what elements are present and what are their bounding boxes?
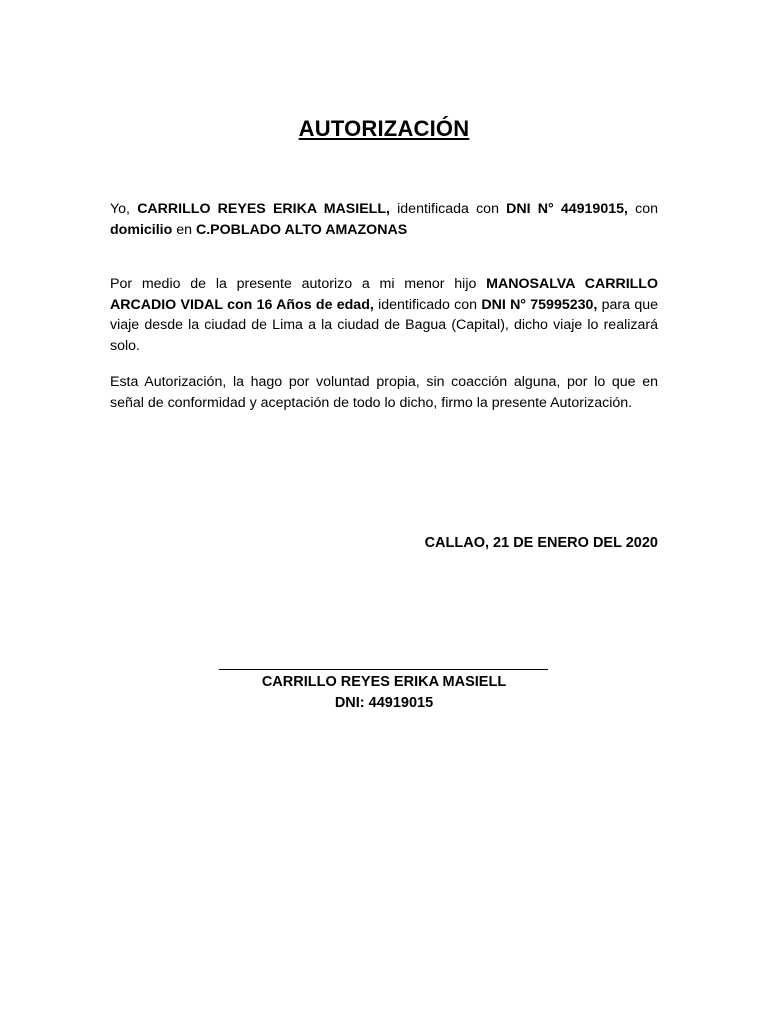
signature-line bbox=[219, 669, 548, 670]
paragraph-text: Yo, bbox=[110, 201, 138, 217]
domicile-label: domicilio bbox=[110, 221, 173, 238]
paragraph-text: para que viaje desde la ciudad de Lima a la ciudad de Bagua (Capital), dicho viaje lo realizará solo. bbox=[110, 296, 658, 354]
signer-name: CARRILLO REYES ERIKA MASIELL bbox=[261, 674, 507, 690]
declarant-paragraph bbox=[110, 199, 658, 240]
paragraph-text: con bbox=[627, 201, 658, 217]
paragraph-text: Por medio de la presente autorizo a mi menor hijo bbox=[110, 276, 487, 292]
paragraph-text: identificada con bbox=[389, 201, 507, 217]
minor-dni: DNI N° 75995230, bbox=[481, 296, 598, 313]
document-title: AUTORIZACIÓN bbox=[298, 116, 470, 141]
signer-dni: DNI: 44919015 bbox=[334, 695, 434, 711]
authorization-paragraph bbox=[110, 274, 658, 356]
declarant-dni: DNI N° 44919015, bbox=[506, 201, 628, 217]
minor-name-age: MANOSALVA CARRILLO ARCADIO VIDAL con 16 Años de edad, bbox=[110, 276, 659, 313]
paragraph-text: identificado con bbox=[373, 296, 482, 313]
consent-paragraph: Esta Autorización, la hago por voluntad propia, sin coacción alguna, por lo que en señal de conformidad y aceptación de todo lo dicho, firmo la presente Autorización. bbox=[110, 374, 658, 411]
domicile-value: C.POBLADO ALTO AMAZONAS bbox=[195, 221, 408, 238]
place-date: CALLAO, 21 DE ENERO DEL 2020 bbox=[424, 535, 658, 551]
declarant-name: CARRILLO REYES ERIKA MASIELL, bbox=[137, 201, 390, 217]
paragraph-text: en bbox=[172, 221, 196, 238]
